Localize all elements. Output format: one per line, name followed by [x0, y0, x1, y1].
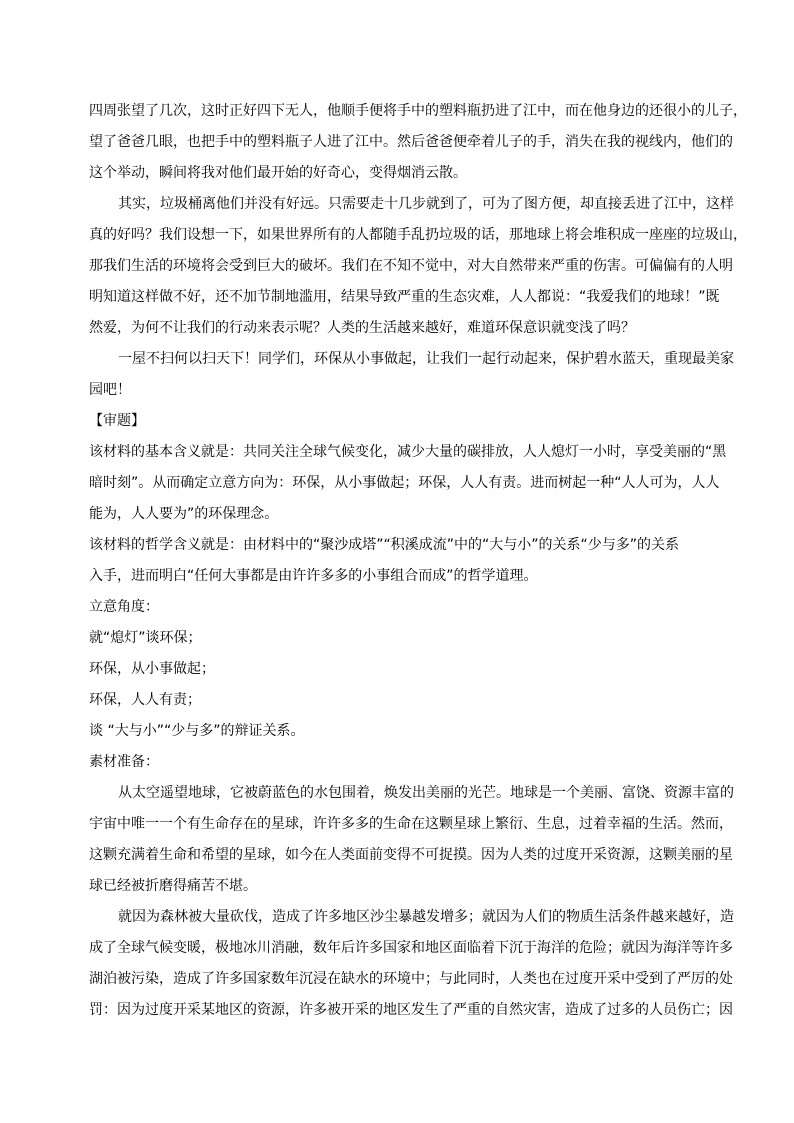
text-line: 罚：因为过度开采某地区的资源，许多被开采的地区发生了严重的自然灾害，造成了过多的人员伤亡；因 — [89, 1002, 733, 1018]
text-line: 球已经被折磨得痛苦不堪。 — [89, 878, 257, 894]
angle-label: 立意角度： — [89, 599, 159, 615]
paragraph-first-line: 一屋不扫何以扫天下！同学们，环保从小事做起，让我们一起行动起来，保护碧水蓝天，重现最美家 — [118, 351, 734, 367]
text-line: 成了全球气候变暖，极地冰川消融，数年后许多国家和地区面临着下沉于海洋的危险；就因为海洋等许多 — [89, 940, 733, 956]
angle-item: 环保，人人有责； — [89, 692, 201, 708]
analysis-line: 入手，进而明白“任何大事都是由许许多多的小事组合而成”的哲学道理。 — [89, 568, 538, 584]
text-line: 真的好吗？我们设想一下，如果世界所有的人都随手乱扔垃圾的话，那地球上将会堆积成一座座的垃圾山， — [89, 227, 747, 243]
analysis-line: 该材料的基本含义就是：共同关注全球气候变化，减少大量的碳排放，人人熄灯一小时，享受美丽的“黑 — [89, 444, 727, 460]
paragraph-first-line: 从太空遥望地球，它被蔚蓝色的水包围着，焕发出美丽的光芒。地球是一个美丽、富饶、资源丰富的 — [118, 785, 734, 801]
text-line: 这个举动，瞬间将我对他们最开始的好奇心，变得烟消云散。 — [89, 165, 467, 181]
text-line: 宇宙中唯一一个有生命存在的星球，许许多多的生命在这颗星球上繁衍、生息，过着幸福的生活。然而， — [89, 816, 733, 832]
text-line: 望了爸爸几眼，也把手中的塑料瓶子人进了江中。然后爸爸便牵着儿子的手，消失在我的视线内，他们的 — [89, 134, 733, 150]
text-line: 湖泊被污染，造成了许多国家数年沉浸在缺水的环境中；与此同时，人类也在过度开采中受到了严厉的处 — [89, 971, 733, 987]
text-line: 明知道这样做不好，还不加节制地滥用，结果导致严重的生态灾难，人人都说：“我爱我们的地球！”既 — [89, 289, 720, 305]
text-line: 这颗充满着生命和希望的星球，如今在人类面前变得不可捉摸。因为人类的过度开采资源，这颗美丽的星 — [89, 847, 733, 863]
document-page — [89, 96, 747, 1026]
angle-item: 环保，从小事做起； — [89, 661, 215, 677]
text-line: 那我们生活的环境将会受到巨大的破坏。我们在不知不觉中，对大自然带来严重的伤害。可偏偏有的人明 — [89, 258, 733, 274]
text-line: 四周张望了几次，这时正好四下无人，他顺手便将手中的塑料瓶扔进了江中，而在他身边的还很小的儿子， — [89, 103, 747, 119]
analysis-line: 该材料的哲学含义就是：由材料中的“聚沙成塔”“积溪成流”中的“大与小”的关系“少与多”的关系 — [89, 537, 680, 553]
analysis-line: 暗时刻”。从而确定立意方向为：环保，从小事做起；环保，人人有责。进而树起一种“人人可为，人人 — [89, 475, 720, 491]
text-line: 园吧！ — [89, 382, 131, 398]
angle-item: 就“熄灯”谈环保； — [89, 630, 202, 646]
analysis-line: 能为，人人要为”的环保理念。 — [89, 506, 279, 522]
text-line: 然爱，为何不让我们的行动来表示呢？人类的生活越来越好，难道环保意识就变浅了吗？ — [89, 320, 635, 336]
angle-item: 谈 “大与小”“少与多”的辩证关系。 — [89, 723, 305, 739]
section-heading: 【审题】 — [89, 413, 145, 429]
material-label: 素材准备： — [89, 754, 159, 770]
paragraph-first-line: 就因为森林被大量砍伐，造成了许多地区沙尘暴越发增多；就因为人们的物质生活条件越来越好，造 — [118, 909, 734, 925]
paragraph-first-line: 其实，垃圾桶离他们并没有好远。只需要走十几步就到了，可为了图方便，却直接丢进了江中，这样 — [118, 196, 734, 212]
